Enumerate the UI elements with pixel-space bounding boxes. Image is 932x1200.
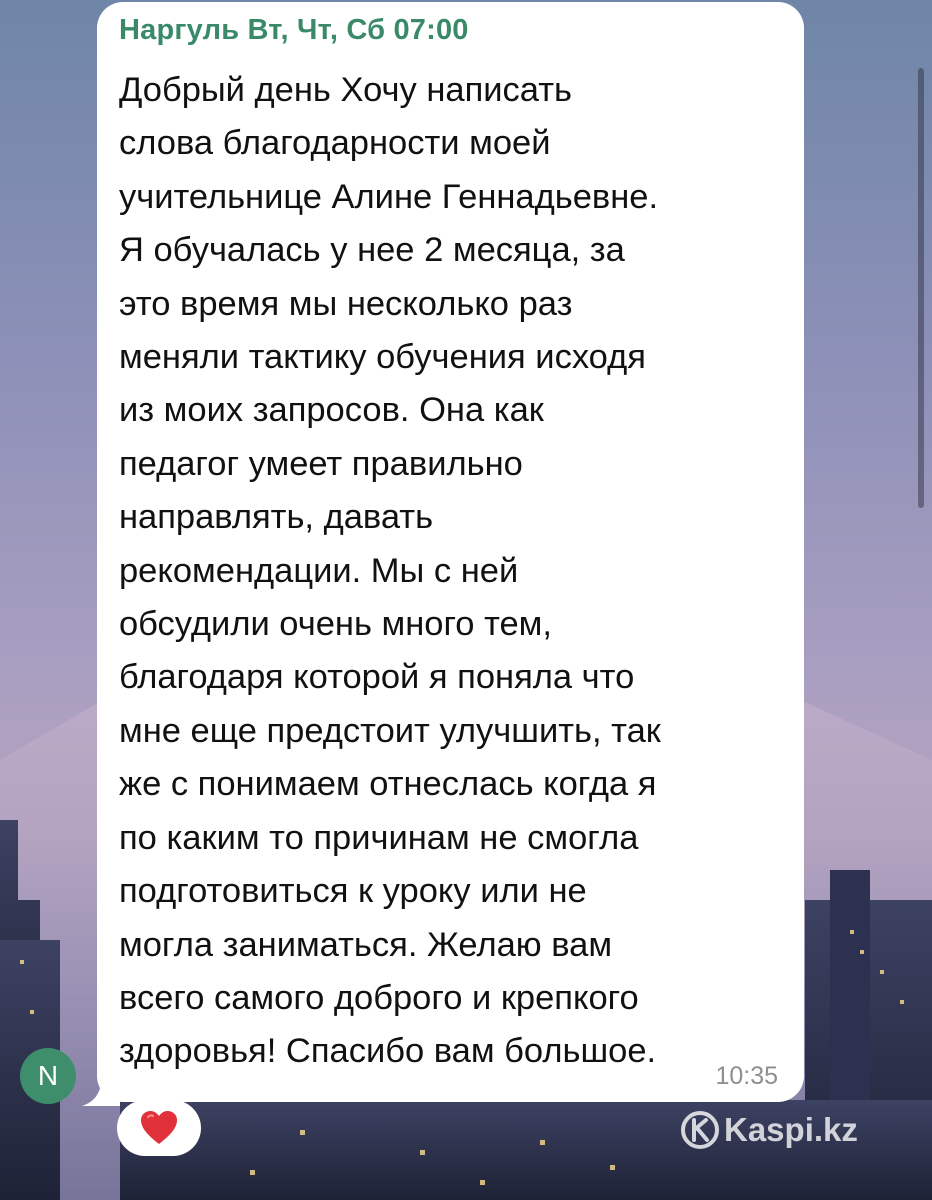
watermark-text: Kaspi.kz: [724, 1111, 858, 1148]
reaction-badge[interactable]: [117, 1100, 201, 1156]
message-timestamp: 10:35: [715, 1062, 778, 1090]
heart-icon: [140, 1110, 178, 1146]
sender-name[interactable]: Наргуль Вт, Чт, Сб 07:00: [119, 14, 469, 46]
scrollbar[interactable]: [918, 68, 924, 508]
watermark: [680, 1110, 858, 1150]
kaspi-logo-icon: [680, 1110, 720, 1150]
sender-avatar[interactable]: [20, 1048, 76, 1104]
message-text: Добрый день Хочу написать слова благодарности моей учительнице Алине Геннадьевне. Я обучалась у нее 2 месяца, за это время мы несколько раз меняли тактику обучения исходя из моих запросов. Она как педагог умеет правильно направлять, давать рекомендации. Мы с ней обсудили очень много тем, благодаря которой я поняла что мне еще предстоит улучшить, так же с понимаем отнеслась когда я по каким то причинам не смогла подготовиться к уроку или не могла заниматься. Желаю вам всего самого доброго и крепкого здоровья! Спасибо вам большое.: [119, 71, 661, 1071]
avatar-initial: N: [37, 1060, 59, 1091]
